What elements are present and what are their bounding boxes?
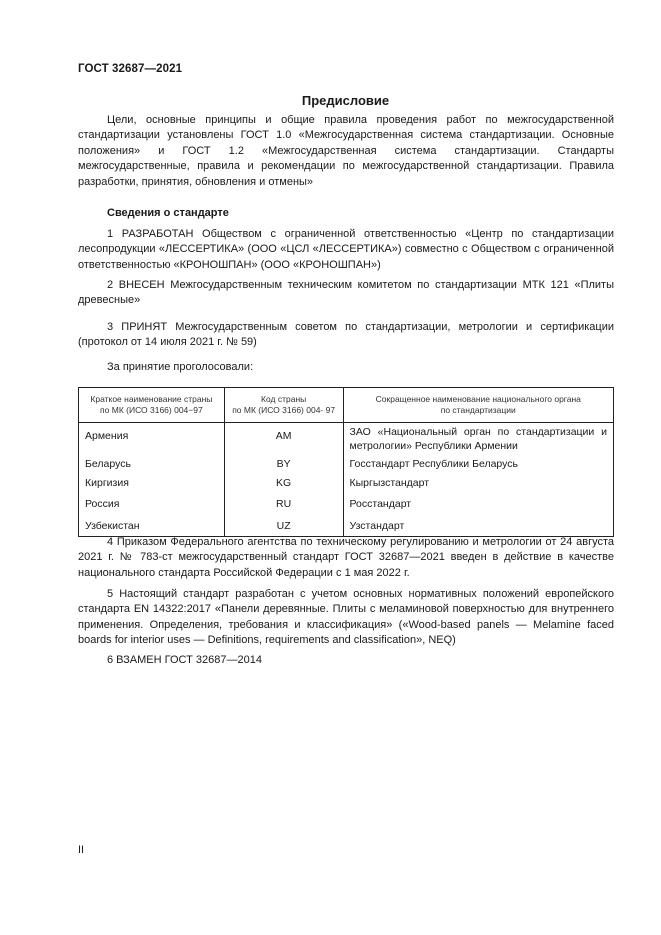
table-row <box>79 456 614 475</box>
cell-code: UZ <box>224 515 343 537</box>
cell-org: Росстандарт <box>343 493 613 515</box>
voting-table <box>78 387 614 537</box>
header-org-line2: по стандартизации <box>440 405 516 415</box>
cell-code: KG <box>224 475 343 494</box>
info-item-6: 6 ВЗАМЕН ГОСТ 32687—2014 <box>107 654 262 666</box>
info-item-1: 1 РАЗРАБОТАН Обществом с ограниченной ответственностью «Центр по стандартизации лесопродукции «ЛЕССЕРТИКА» (ООО «ЦСЛ «ЛЕССЕРТИКА») совместно с Обществом с ограниченной ответственностью «КРОНОШПАН» (ООО «КРОНОШПАН») <box>78 228 614 271</box>
page-title: Предисловие <box>301 93 390 108</box>
header-code-line1: Код страны <box>261 394 307 404</box>
header-country-line1: Краткое наименование страны <box>90 394 213 404</box>
header-country-line2: по МК (ИСО 3166) 004−97 <box>100 405 203 415</box>
cell-code: BY <box>224 456 343 475</box>
page-number: II <box>78 844 85 856</box>
cell-country: Узбекистан <box>79 515 225 537</box>
header-org-line1: Сокращенное наименование национального органа <box>375 394 581 404</box>
header-country <box>79 388 225 423</box>
cell-country: Россия <box>79 493 225 515</box>
info-heading: Сведения о стандарте <box>107 207 229 219</box>
table-header-row <box>79 388 614 423</box>
document-code-header: ГОСТ 32687—2021 <box>78 63 183 75</box>
header-code-line2: по МК (ИСО 3166) 004- 97 <box>232 405 336 415</box>
cell-org: Узстандарт <box>343 515 613 537</box>
intro-paragraph: Цели, основные принципы и общие правила проведения работ по межгосударственной стандартизации установлены ГОСТ 1.0 «Межгосударственная система стандартизации. Основные положения» и ГОСТ 1.2 «Межгосударственная система стандартизации. Стандарты межгосударственные, правила и рекомендации по межгосударственной стандартизации. Правила разработки, принятия, обновления и отмены» <box>78 114 614 188</box>
info-item-2: 2 ВНЕСЕН Межгосударственным техническим комитетом по стандартизации МТК 121 «Плиты древесные» <box>78 279 614 307</box>
header-org <box>343 388 613 423</box>
table-row <box>79 515 614 537</box>
cell-code: RU <box>224 493 343 515</box>
cell-org: Кыргызстандарт <box>343 475 613 494</box>
cell-org: Госстандарт Республики Беларусь <box>343 456 613 475</box>
info-item-3: 3 ПРИНЯТ Межгосударственным советом по стандартизации, метрологии и сертификации (протокол от 14 июля 2021 г. № 59) <box>78 321 614 349</box>
cell-country: Киргизия <box>79 475 225 494</box>
info-item-5: 5 Настоящий стандарт разработан с учетом основных нормативных положений европейского стандарта EN 14322:2017 «Панели деревянные. Плиты с меламиновой поверхностью для внутреннего применения. Определения, требования и классификация» («Wood-based panels — Melamine faced boards for interior uses — Definitions, requirements and classification», NEQ) <box>78 588 614 647</box>
cell-code: AM <box>224 423 343 457</box>
info-item-4: 4 Приказом Федерального агентства по техническому регулированию и метрологии от 24 августа 2021 г. № 783-ст межгосударственный стандарт ГОСТ 32687—2021 введен в действие в качестве национального стандарта Российской Федерации с 1 мая 2022 г. <box>78 536 614 579</box>
table-row <box>79 423 614 457</box>
cell-country: Беларусь <box>79 456 225 475</box>
table-row <box>79 475 614 494</box>
cell-country: Армения <box>79 423 225 457</box>
cell-org: ЗАО «Национальный орган по стандартизации и метрологии» Республики Армении <box>343 423 613 457</box>
table-row <box>79 493 614 515</box>
header-code <box>224 388 343 423</box>
voted-label: За принятие проголосовали: <box>107 361 254 373</box>
